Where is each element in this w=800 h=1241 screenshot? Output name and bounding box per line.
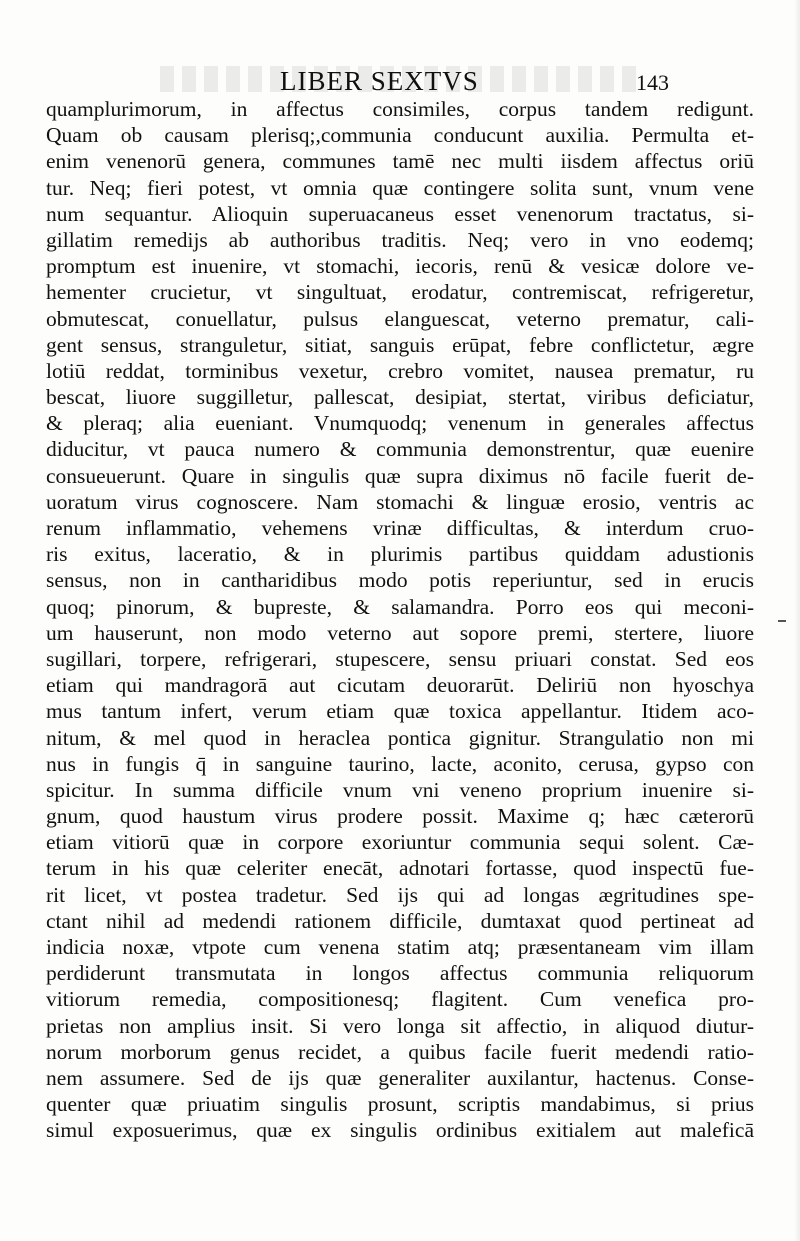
text-line: quenter quæ priuatim singulis prosunt, scriptis mandabimus, si prius	[46, 1092, 754, 1117]
text-line: ris exitus, laceratio, & in plurimis partibus quiddam adustionis	[46, 542, 754, 567]
text-line: consueuerunt. Quare in singulis quæ supra diximus nō facile fuerit de-	[46, 463, 754, 488]
text-line: bescat, liuore suggilletur, pallescat, desipiat, stertat, viribus deficiatur,	[46, 385, 754, 410]
text-line: spicitur. In summa difficile vnum vni veneno proprium inuenire si-	[46, 777, 754, 802]
text-line: num sequantur. Alioquin superuacaneus esset venenorum tractatus, si-	[46, 201, 754, 226]
text-line: quoq; pinorum, & bupreste, & salamandra. Porro eos qui meconi-	[46, 594, 754, 619]
text-line: nus in fungis q̄ in sanguine taurino, lacte, aconito, cerusa, gypso con	[46, 751, 754, 776]
text-line: Quam ob causam plerisq;,communia conducunt auxilia. Permulta et-	[46, 123, 754, 148]
text-line: renum inflammatio, vehemens vrinæ difficultas, & interdum cruo-	[46, 516, 754, 540]
page-edge-shadow	[794, 0, 800, 1241]
text-line: & pleraq; alia eueniant. Vnumquodq; venenum in generales affectus	[46, 411, 754, 436]
margin-mark	[778, 620, 786, 622]
text-line: perdiderunt transmutata in longos affectus communia reliquorum	[46, 961, 754, 986]
text-line: ctant nihil ad medendi rationem difficile, dumtaxat quod pertineat ad	[46, 908, 754, 933]
text-line: rit licet, vt postea tradetur. Sed ijs qui ad longas ægritudines spe-	[46, 882, 754, 907]
text-line: tur. Neq; fieri potest, vt omnia quæ contingere solita sunt, vnum vene	[46, 175, 754, 200]
text-line: um hauserunt, non modo veterno aut sopore premi, stertere, liuore	[46, 620, 754, 645]
text-line: indicia noxæ, vtpote cum venena statim atq; præsentaneam vim illam	[46, 935, 754, 959]
text-line: enim venenorū genera, communes tamē nec multi iisdem affectus oriū	[46, 149, 754, 174]
text-line: lotiū reddat, torminibus vexetur, crebro vomitet, nausea prematur, ru	[46, 358, 754, 383]
text-line: etiam qui mandragorā aut cicutam deuorarūt. Deliriū non hyoschya	[46, 673, 754, 698]
text-line: simul exposuerimus, quæ ex singulis ordinibus exitialem aut maleficā	[46, 1118, 754, 1143]
body-text	[46, 96, 754, 1144]
text-line: terum in his quæ celeriter enecāt, adnotari fortasse, quod inspectū fue-	[46, 856, 754, 881]
text-line: vitiorum remedia, compositionesq; flagitent. Cum venefica pro-	[46, 987, 754, 1012]
text-line: nem assumere. Sed de ijs quæ generaliter auxilantur, hactenus. Conse-	[46, 1065, 754, 1090]
page-number: 143	[636, 70, 669, 95]
text-line: gillatim remedijs ab authoribus traditis. Neq; vero in vno eodemq;	[46, 227, 754, 252]
text-line: gnum, quod haustum virus prodere possit. Maxime q; hæc cæterorū	[46, 804, 754, 829]
text-line: gent sensus, stranguletur, sitiat, sanguis erūpat, febre conflictetur, ægre	[46, 332, 754, 357]
text-line: mus tantum infert, verum etiam quæ toxica appellantur. Itidem aco-	[46, 699, 754, 724]
text-line: hementer crucietur, vt singultuat, erodatur, contremiscat, refrigeretur,	[46, 280, 754, 305]
text-line: nitum, & mel quod in heraclea pontica gignitur. Strangulatio non mi	[46, 725, 754, 750]
text-line: sugillari, torpere, refrigerari, stupescere, sensu priuari constat. Sed eos	[46, 646, 754, 671]
text-line: quamplurimorum, in affectus consimiles, corpus tandem redigunt.	[46, 97, 754, 121]
text-line: norum morborum genus recidet, a quibus facile fuerit medendi ratio-	[46, 1039, 754, 1064]
text-line: prietas non amplius insit. Si vero longa sit affectio, in aliquod diutur-	[46, 1013, 754, 1038]
text-line: promptum est inuenire, vt stomachi, iecoris, renū & vesicæ dolore ve-	[46, 254, 754, 279]
running-head: LIBER SEXTVS	[280, 66, 479, 96]
text-line: sensus, non in cantharidibus modo potis reperiuntur, sed in erucis	[46, 568, 754, 593]
text-line: diducitur, vt pauca numero & communia demonstrentur, quæ euenire	[46, 437, 754, 462]
text-line: etiam vitiorū quæ in corpore exoriuntur communia sequi solent. Cæ-	[46, 830, 754, 855]
text-line: uoratum virus cognoscere. Nam stomachi & linguæ erosio, ventris ac	[46, 489, 754, 514]
text-line: obmutescat, conuellatur, pulsus elanguescat, veterno prematur, cali-	[46, 306, 754, 331]
